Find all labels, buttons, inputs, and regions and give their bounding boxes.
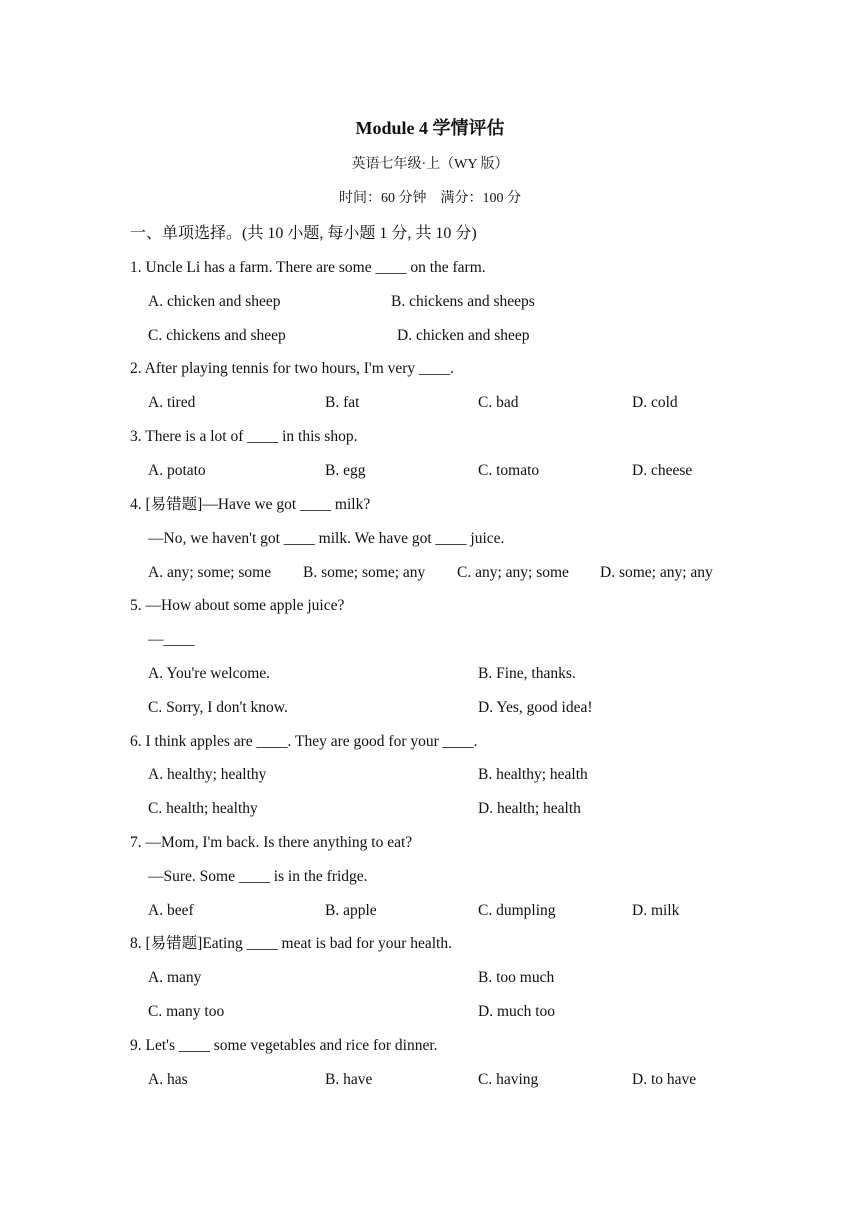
question-5-option-b: B. Fine, thanks.: [478, 665, 576, 682]
question-7-stem-reply: —Sure. Some ____ is in the fridge.: [148, 868, 368, 885]
question-2-option-a: A. tired: [148, 394, 196, 411]
question-2-option-b: B. fat: [325, 394, 360, 411]
time-info: 时间：60 分钟 满分：100 分: [339, 191, 521, 206]
question-1-option-b: B. chickens and sheeps: [391, 293, 535, 310]
question-8-stem: 8. [易错题]Eating ____ meat is bad for your health.: [130, 935, 452, 952]
question-6-option-d: D. health; health: [478, 800, 581, 817]
question-2-option-c: C. bad: [478, 394, 519, 411]
question-5-option-c: C. Sorry, I don't know.: [148, 699, 288, 716]
page-subtitle: 英语七年级·上（WY 版）: [351, 157, 509, 172]
question-9-option-c: C. having: [478, 1071, 539, 1088]
question-1-stem: 1. Uncle Li has a farm. There are some ____ on the farm.: [130, 259, 486, 276]
question-1-option-c: C. chickens and sheep: [148, 327, 286, 344]
section-heading: 一、单项选择。(共 10 小题, 每小题 1 分, 共 10 分): [130, 225, 477, 242]
question-9-option-b: B. have: [325, 1071, 373, 1088]
question-5-stem: 5. —How about some apple juice?: [130, 597, 345, 614]
question-3-option-d: D. cheese: [632, 462, 693, 479]
question-6-option-b: B. healthy; health: [478, 766, 588, 783]
question-7-option-d: D. milk: [632, 902, 680, 919]
question-8-option-c: C. many too: [148, 1003, 225, 1020]
question-7-option-b: B. apple: [325, 902, 377, 919]
question-2-stem: 2. After playing tennis for two hours, I'm very ____.: [130, 360, 454, 377]
question-6-option-a: A. healthy; healthy: [148, 766, 267, 783]
question-5-option-d: D. Yes, good idea!: [478, 699, 593, 716]
question-4-option-b: B. some; some; any: [303, 564, 426, 581]
question-4-option-c: C. any; any; some: [457, 564, 569, 581]
question-8-option-d: D. much too: [478, 1003, 556, 1020]
question-2-option-d: D. cold: [632, 394, 678, 411]
question-4-option-a: A. any; some; some: [148, 564, 272, 581]
question-5-option-a: A. You're welcome.: [148, 665, 271, 682]
question-7-option-c: C. dumpling: [478, 902, 556, 919]
question-3-stem: 3. There is a lot of ____ in this shop.: [130, 428, 358, 445]
question-9-option-a: A. has: [148, 1071, 188, 1088]
question-3-option-c: C. tomato: [478, 462, 540, 479]
question-8-option-b: B. too much: [478, 969, 555, 986]
question-1-option-d: D. chicken and sheep: [397, 327, 530, 344]
question-5-stem-reply: —____: [148, 631, 195, 648]
question-4-option-d: D. some; any; any: [600, 564, 713, 581]
question-6-option-c: C. health; healthy: [148, 800, 258, 817]
question-4-stem-reply: —No, we haven't got ____ milk. We have got ____ juice.: [148, 530, 505, 547]
question-7-stem: 7. —Mom, I'm back. Is there anything to eat?: [130, 834, 413, 851]
question-7-option-a: A. beef: [148, 902, 194, 919]
question-3-option-a: A. potato: [148, 462, 206, 479]
page-title: Module 4 学情评估: [355, 118, 505, 138]
question-4-stem: 4. [易错题]—Have we got ____ milk?: [130, 496, 371, 513]
question-3-option-b: B. egg: [325, 462, 366, 479]
question-9-stem: 9. Let's ____ some vegetables and rice for dinner.: [130, 1037, 438, 1054]
question-1-option-a: A. chicken and sheep: [148, 293, 281, 310]
question-8-option-a: A. many: [148, 969, 202, 986]
question-6-stem: 6. I think apples are ____. They are good for your ____.: [130, 733, 478, 750]
question-9-option-d: D. to have: [632, 1071, 697, 1088]
